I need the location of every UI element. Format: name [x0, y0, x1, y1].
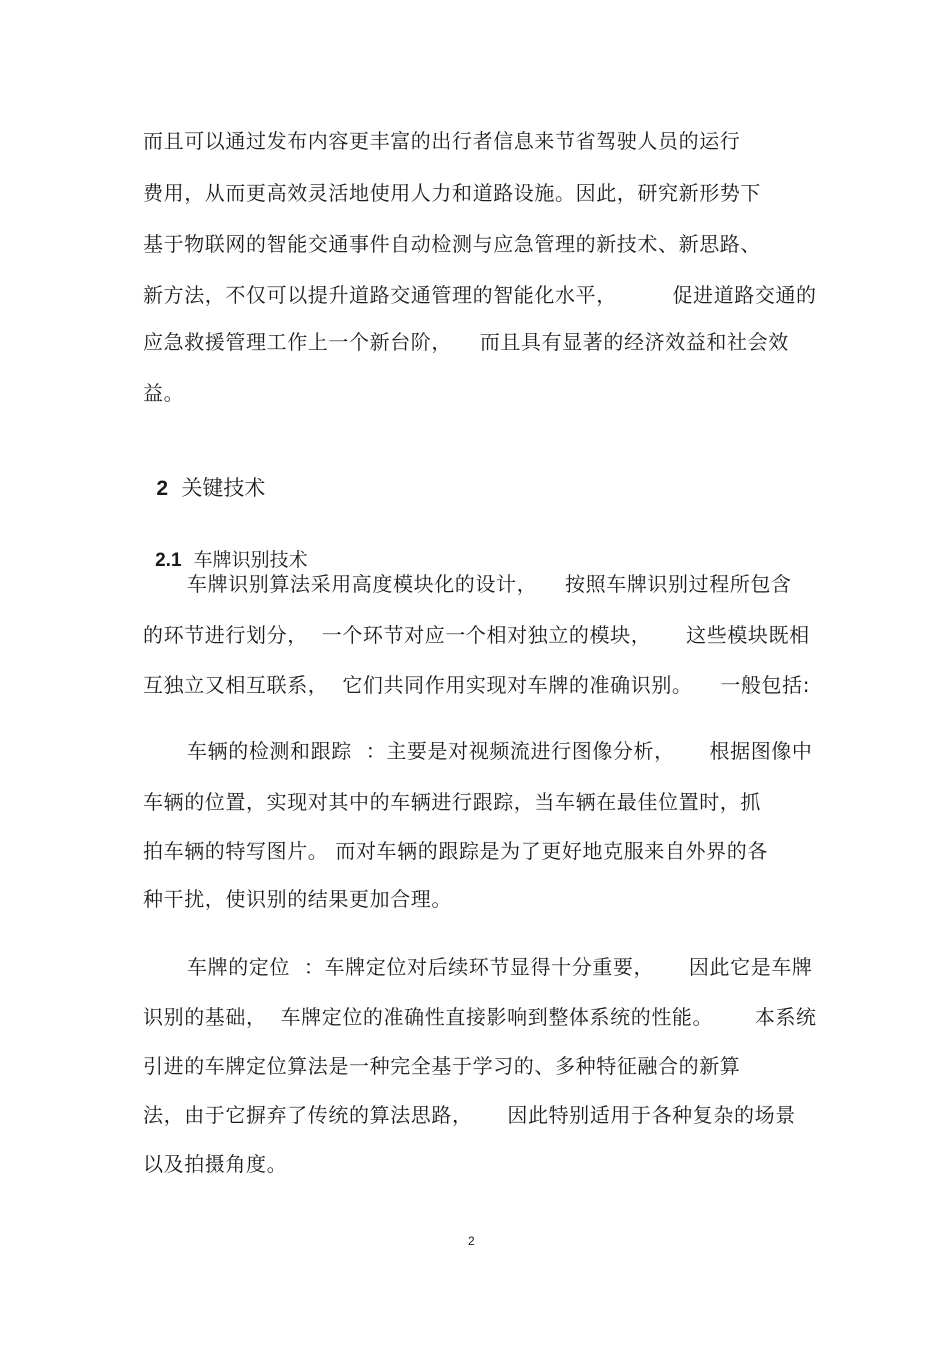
subsection-number: 2.1	[155, 550, 182, 571]
section-heading	[143, 452, 265, 501]
subsection-title: 车牌识别技术	[193, 549, 308, 571]
text-line: 识别的基础， 车牌定位的准确性直接影响到整体系统的性能。 本系统	[143, 1005, 817, 1029]
text-line: 车牌的定位 ：车牌定位对后续环节显得十分重要， 因此它是车牌	[187, 955, 813, 979]
text-line: 以及拍摄角度。	[143, 1152, 288, 1176]
subsection-heading	[143, 524, 308, 573]
text-line: 拍车辆的特写图片。 而对车辆的跟踪是为了更好地克服来自外界的各	[143, 839, 768, 863]
text-line: 的环节进行划分， 一个环节对应一个相对独立的模块， 这些模块既相	[143, 623, 810, 647]
text-line: 益。	[143, 381, 185, 405]
text-line: 费用，从而更高效灵活地使用人力和道路设施。因此，研究新形势下	[143, 181, 761, 205]
text-line: 基于物联网的智能交通事件自动检测与应急管理的新技术、新思路、	[143, 232, 761, 256]
text-line: 互独立又相互联系， 它们共同作用实现对车牌的准确识别。 一般包括:	[143, 673, 811, 697]
text-line: 种干扰，使识别的结果更加合理。	[143, 887, 452, 911]
text-line: 引进的车牌定位算法是一种完全基于学习的、多种特征融合的新算	[143, 1054, 741, 1078]
text-line: 而且可以通过发布内容更丰富的出行者信息来节省驾驶人员的运行	[143, 129, 741, 153]
text-line: 车辆的位置，实现对其中的车辆进行跟踪，当车辆在最佳位置时，抓	[143, 790, 761, 814]
text-line: 车辆的检测和跟踪 ：主要是对视频流进行图像分析， 根据图像中	[187, 739, 813, 763]
text-line: 车牌识别算法采用高度模块化的设计， 按照车牌识别过程所包含	[187, 572, 792, 596]
text-line: 法，由于它摒弃了传统的算法思路， 因此特别适用于各种复杂的场景	[143, 1103, 796, 1127]
page-number: 2	[468, 1234, 475, 1248]
text-line: 新方法，不仅可以提升道路交通管理的智能化水平， 促进道路交通的	[143, 283, 817, 307]
section-number: 2	[156, 477, 169, 500]
text-line: 应急救援管理工作上一个新台阶， 而且具有显著的经济效益和社会效	[143, 330, 789, 354]
section-title: 关键技术	[181, 476, 266, 500]
